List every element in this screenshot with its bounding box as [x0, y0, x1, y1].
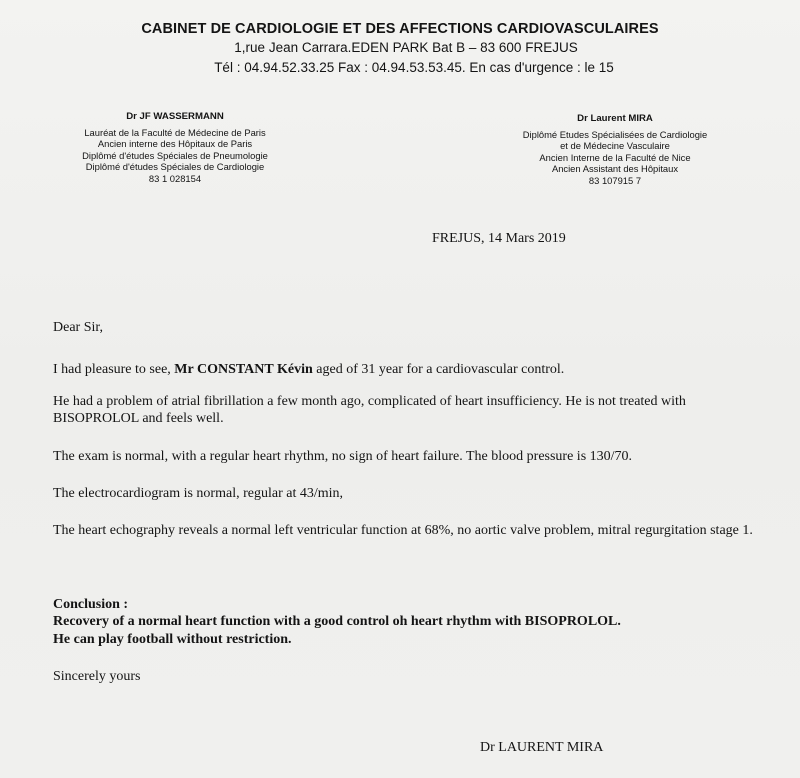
clinic-contact: Tél : 04.94.52.33.25 Fax : 04.94.53.53.45. En cas d'urgence : le 15 [214, 60, 614, 75]
salutation: Dear Sir, [53, 320, 103, 335]
clinic-title: CABINET DE CARDIOLOGIE ET DES AFFECTIONS CARDIOVASCULAIRES [141, 21, 659, 37]
paragraph-exam: The exam is normal, with a regular heart rhythm, no sign of heart failure. The blood pressure is 130/70. [53, 449, 633, 464]
doctor-right-line: Ancien Assistant des Hôpitaux [551, 163, 679, 175]
doctor-left-block [50, 111, 300, 185]
doctor-right-name: Dr Laurent MIRA [577, 113, 653, 124]
doctor-left-line: Ancien interne des Hôpitaux de Paris [97, 138, 253, 150]
patient-name: Mr CONSTANT Kévin [174, 362, 313, 377]
paragraph-echography: The heart echography reveals a normal left ventricular function at 68%, no aortic valve problem, mitral regurgitation stage 1. [53, 523, 753, 538]
closing: Sincerely yours [53, 669, 141, 684]
doctor-left-name: Dr JF WASSERMANN [126, 111, 224, 122]
doctor-right-line: Diplômé Etudes Spécialisées de Cardiologie [522, 128, 708, 140]
letter-date: FREJUS, 14 Mars 2019 [432, 231, 566, 246]
doctor-left-line: Diplômé d'études Spéciales de Pneumologie [82, 149, 268, 161]
paragraph-patient [53, 361, 753, 378]
doctor-right-line: 83 107915 7 [588, 174, 642, 186]
patient-age: aged of 31 year for a cardiovascular control. [312, 362, 565, 377]
doctor-right-block [490, 113, 740, 187]
signature: Dr LAURENT MIRA [480, 740, 604, 755]
conclusion-title: Conclusion : [53, 597, 129, 612]
doctor-left-line: Diplômé d'études Spéciales de Cardiologie [85, 161, 265, 173]
doctor-left-line: Lauréat de la Faculté de Médecine de Paris [84, 126, 266, 138]
conclusion-line-2: He can play football without restriction. [53, 632, 292, 647]
conclusion-line-1: Recovery of a normal heart function with a good control oh heart rhythm with BISOPROLOL. [53, 614, 621, 629]
doctor-left-line: 83 1 028154 [148, 172, 202, 184]
paragraph-ecg: The electrocardiogram is normal, regular at 43/min, [53, 486, 344, 501]
doctor-right-line: et de Médecine Vasculaire [560, 140, 670, 152]
doctor-right-line: Ancien Interne de la Faculté de Nice [539, 151, 691, 163]
clinic-address: 1,rue Jean Carrara.EDEN PARK Bat B – 83 600 FREJUS [234, 40, 578, 55]
patient-intro: I had pleasure to see, [53, 362, 175, 377]
paragraph-history: He had a problem of atrial fibrillation a few month ago, complicated of heart insufficiency. He is not treated with BISOPROLOL and feels well. [53, 394, 686, 426]
